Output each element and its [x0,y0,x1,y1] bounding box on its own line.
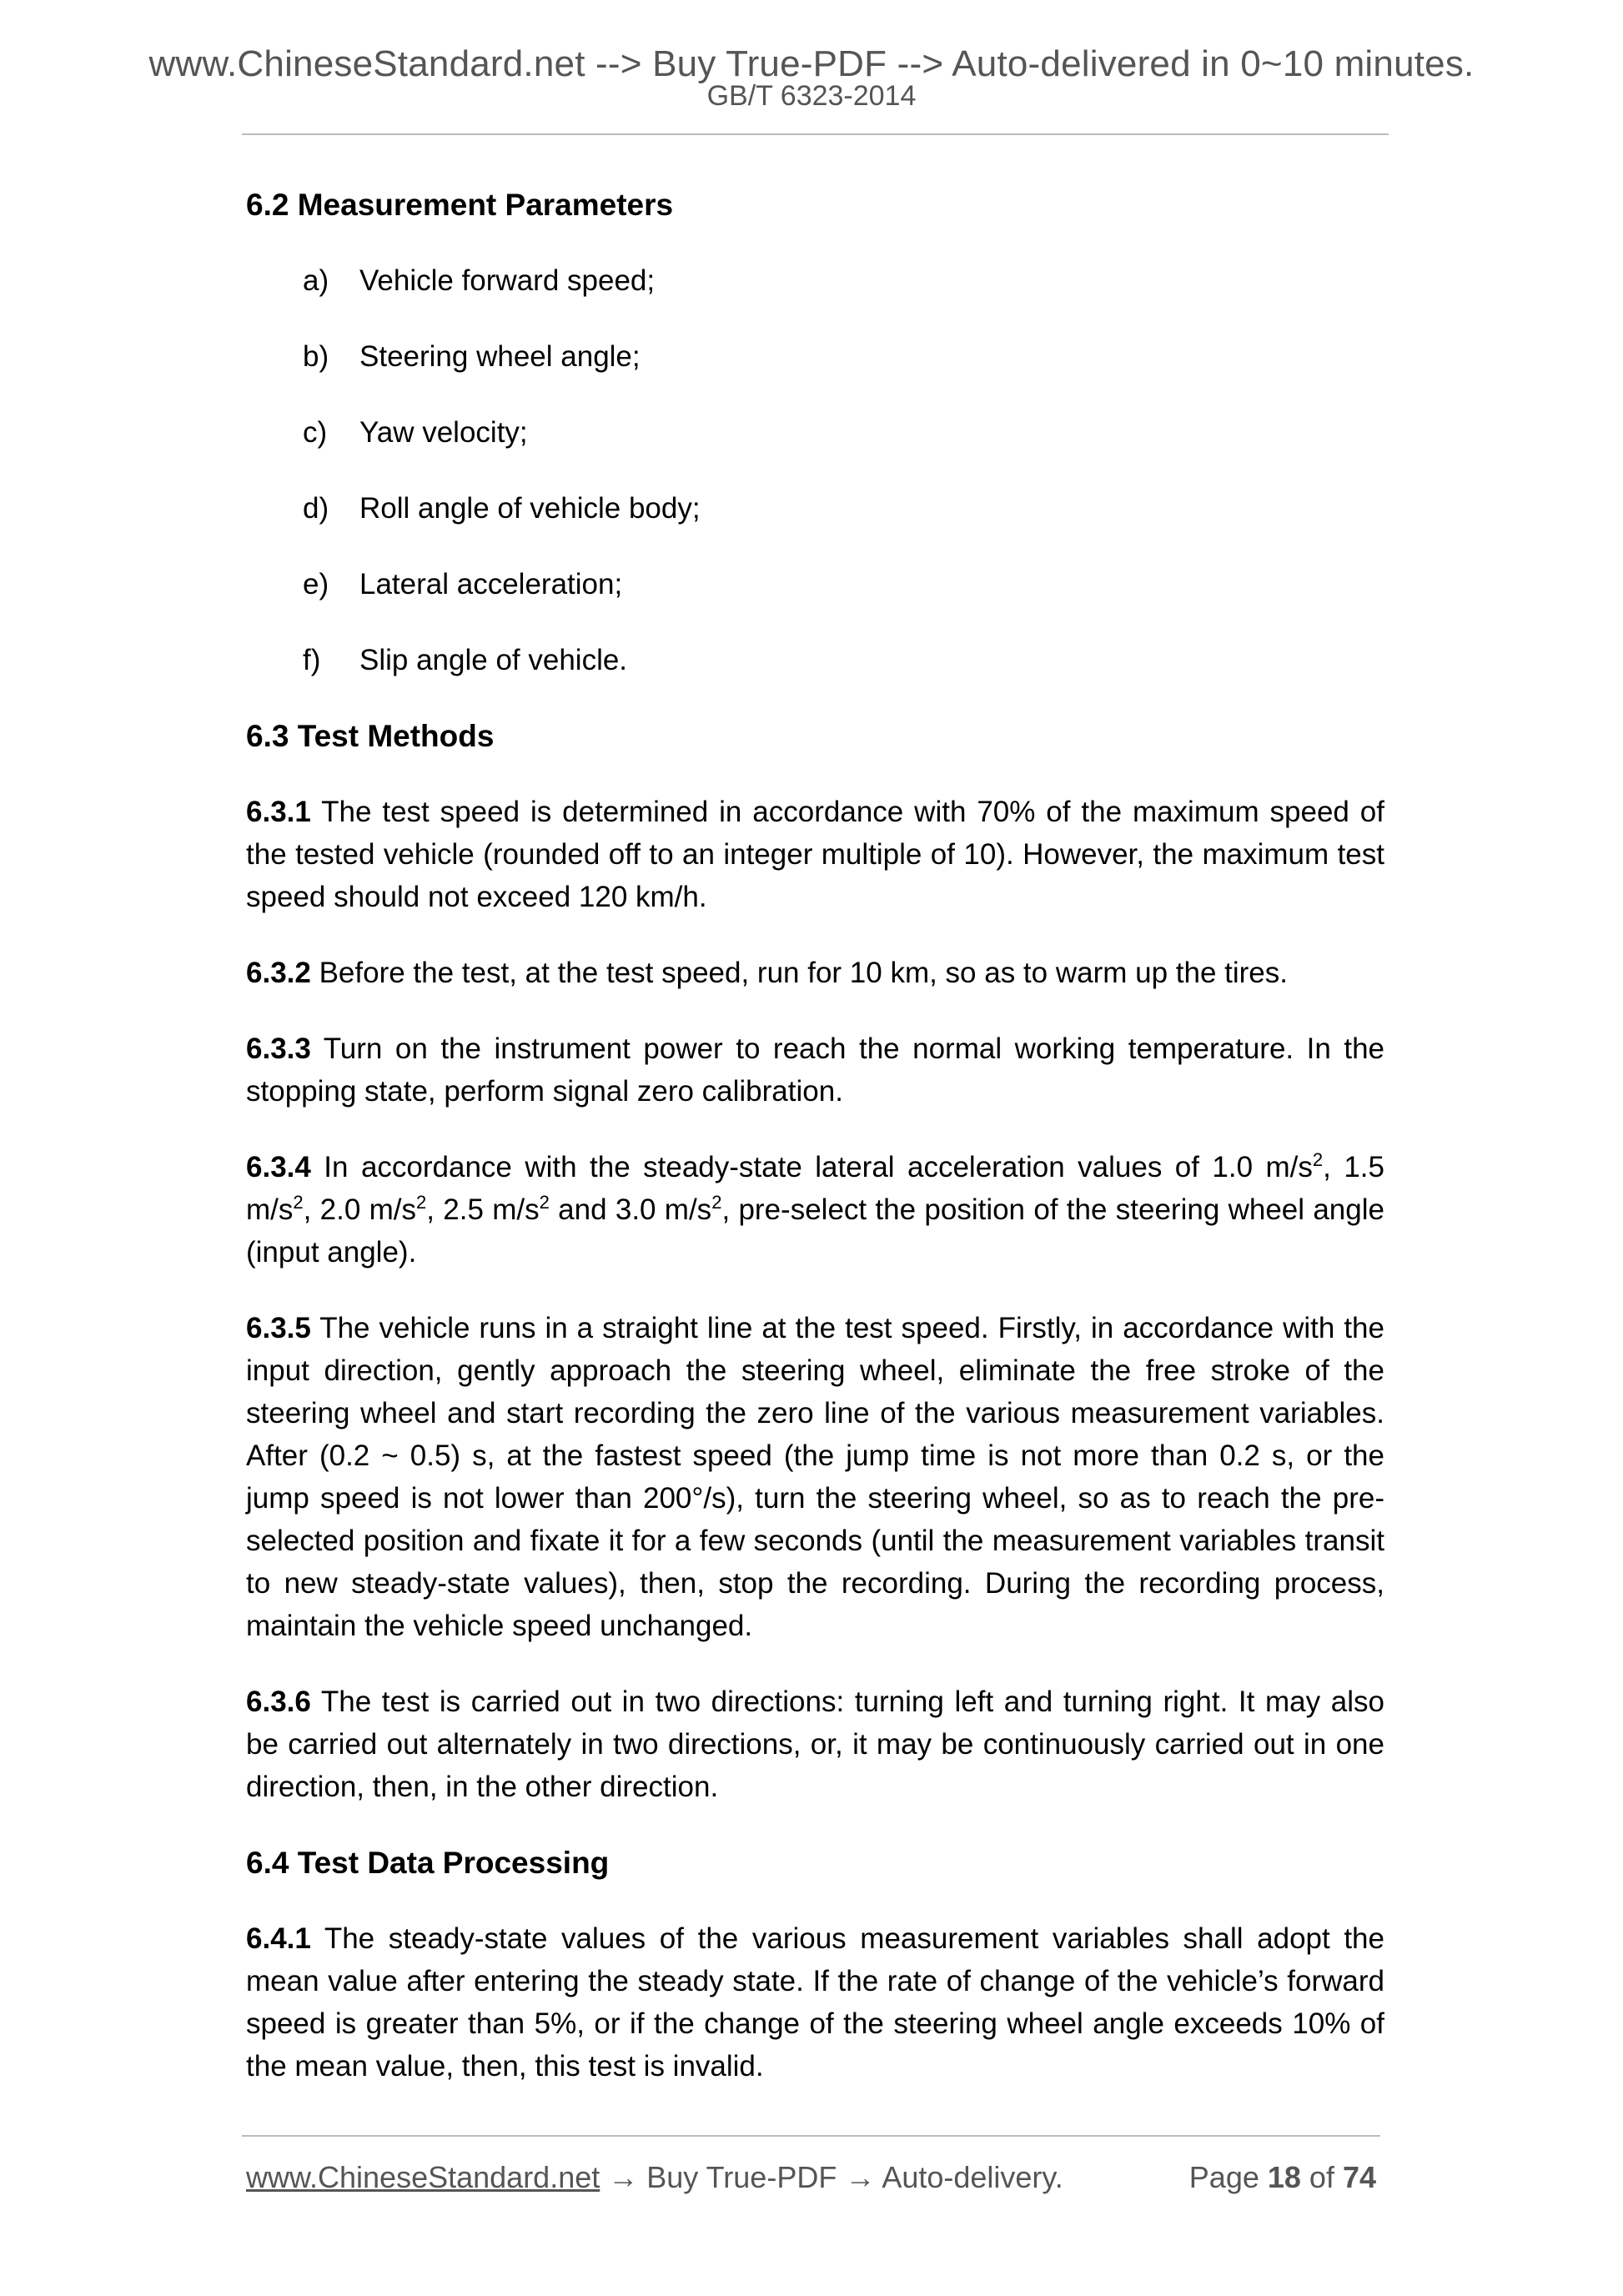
clause-6-3-2 [246,952,1384,994]
section-6-2-title: 6.2 Measurement Parameters [246,188,674,222]
clause-text: The test is carried out in two directions: turning left and turning right. It may also be carried out alternately in two directions, or, it may be continuously carried out in one direction, then, in the other direction. [246,1686,1384,1803]
clause-text: The vehicle runs in a straight line at the test speed. Firstly, in accordance with the input direction, gently approach the steering wheel, eliminate the free stroke of the steering wheel and start recording the zero line of the various measurement variables. After (0.2 ~ 0.5) s, at the fastest speed (the jump time is not more than 0.2 s, or the jump speed is not lower than 200°/s), turn the steering wheel, so as to reach the pre-selected position and fixate it for a few seconds (until the measurement variables transit to new steady-state values), then, stop the recording. During the recording process, maintain the vehicle speed unchanged. [246,1312,1384,1642]
total-pages: 74 [1342,2160,1376,2194]
header-banner: www.ChineseStandard.net --> Buy True-PDF --> Auto-delivered in 0~10 minutes. [148,43,1475,84]
list-marker: f) [303,644,321,676]
superscript: 2 [1312,1149,1324,1170]
of-label: of [1300,2160,1343,2194]
list-item [303,335,1384,378]
footer-link[interactable]: www.ChineseStandard.net [246,2160,600,2194]
list-text: Slip angle of vehicle. [359,644,628,676]
list-item [303,259,1384,302]
clause-6-3-6 [246,1681,1384,1808]
clause-number: 6.3.4 [246,1151,311,1183]
list-text: Lateral acceleration; [359,568,623,600]
clause-6-3-1 [246,791,1384,918]
footer-promo: → Buy True-PDF → Auto-delivery. [600,2160,1063,2194]
clause-text: Before the test, at the test speed, run for 10 km, so as to warm up the tires. [310,957,1288,989]
list-marker: e) [303,568,329,600]
clause-6-3-3 [246,1027,1384,1113]
clause-number: 6.3.1 [246,796,311,828]
page-footer [246,2160,1376,2195]
clause-6-4-1 [246,1917,1384,2088]
list-item [303,563,1384,605]
header-divider [242,133,1389,135]
list-text: Yaw velocity; [359,416,528,449]
page-indicator [1189,2160,1376,2195]
page-label: Page [1188,2160,1268,2194]
clause-text: The steady-state values of the various measurement variables shall adopt the mean value after entering the steady state. If the rate of change of the vehicle’s forward speed is greater than 5%, or if the change of the steering wheel angle exceeds 10% of the mean value, then, this test is invalid. [246,1922,1384,2082]
list-item [303,487,1384,530]
list-text: Steering wheel angle; [359,340,641,373]
superscript: 2 [293,1192,304,1213]
clause-text: In accordance with the steady-state lateral acceleration values of 1.0 m/s [310,1151,1313,1183]
list-item [303,411,1384,454]
section-6-3-title: 6.3 Test Methods [246,719,495,753]
clause-text: , 1.5 m/s [246,1151,1384,1226]
clause-number: 6.4.1 [246,1922,311,1955]
footer-left [246,2160,1063,2195]
clause-text: , pre-select the position of the steering wheel angle (input angle). [246,1193,1384,1269]
list-marker: d) [303,492,329,525]
footer-divider [242,2135,1380,2137]
clause-number: 6.3.5 [246,1312,311,1344]
clause-text: , 2.0 m/s [303,1193,416,1226]
clause-6-3-5 [246,1307,1384,1647]
clause-number: 6.3.2 [246,957,311,989]
list-text: Roll angle of vehicle body; [359,492,701,525]
list-marker: a) [303,264,329,297]
clause-text: , 2.5 m/s [426,1193,540,1226]
list-marker: c) [303,416,328,449]
clause-text: The test speed is determined in accordance with 70% of the maximum speed of the tested vehicle (rounded off to an integer multiple of 10). However, the maximum test speed should not exceed 120 km/h. [246,796,1384,913]
page-number: 18 [1267,2160,1301,2194]
superscript: 2 [711,1192,722,1213]
clause-number: 6.3.6 [246,1686,311,1718]
document-body [246,175,1384,2121]
list-marker: b) [303,340,329,373]
superscript: 2 [539,1192,550,1213]
superscript: 2 [416,1192,427,1213]
clause-text: Turn on the instrument power to reach the normal working temperature. In the stopping state, perform signal zero calibration. [246,1032,1384,1108]
clause-number: 6.3.3 [246,1032,311,1065]
section-6-4-title: 6.4 Test Data Processing [246,1846,610,1880]
clause-text: and 3.0 m/s [549,1193,712,1226]
standard-code: GB/T 6323-2014 [706,80,917,112]
clause-6-3-4 [246,1146,1384,1274]
list-text: Vehicle forward speed; [359,264,656,297]
list-item [303,639,1384,681]
